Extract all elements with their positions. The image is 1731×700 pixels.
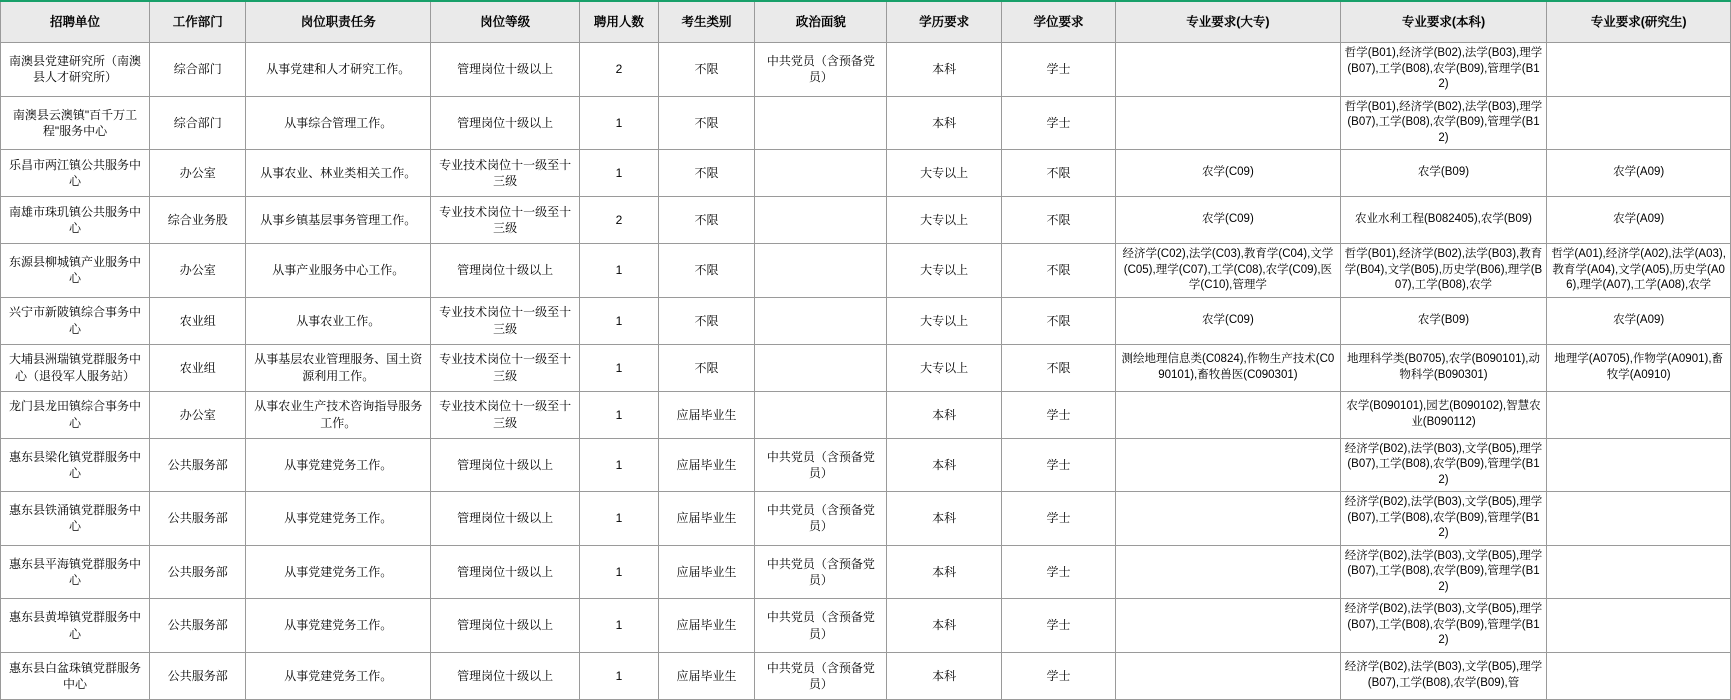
cell-post-level: 管理岗位十级以上 <box>431 244 580 298</box>
cell-political-status <box>755 197 887 244</box>
cell-department: 公共服务部 <box>149 545 246 599</box>
cell-degree: 学士 <box>1001 599 1115 653</box>
cell-major-bachelor: 地理科学类(B0705),农学(B090101),动物科学(B090301) <box>1340 344 1547 391</box>
cell-major-graduate: 农学(A09) <box>1547 197 1731 244</box>
cell-headcount: 2 <box>580 197 659 244</box>
cell-duties: 从事党建党务工作。 <box>246 545 431 599</box>
column-header-political-status: 政治面貌 <box>755 1 887 43</box>
cell-candidate-category: 应届毕业生 <box>658 492 755 546</box>
cell-major-college: 农学(C09) <box>1116 150 1341 197</box>
cell-recruiting-unit: 南澳县党建研究所（南澳县人才研究所） <box>1 43 150 97</box>
cell-education: 大专以上 <box>887 244 1001 298</box>
cell-major-bachelor: 农学(B09) <box>1340 150 1547 197</box>
table-row <box>1 96 1731 150</box>
cell-political-status <box>755 96 887 150</box>
table-row <box>1 492 1731 546</box>
cell-political-status: 中共党员（含预备党员） <box>755 43 887 97</box>
cell-degree: 不限 <box>1001 297 1115 344</box>
cell-major-college <box>1116 96 1341 150</box>
cell-duties: 从事党建党务工作。 <box>246 438 431 492</box>
cell-post-level: 管理岗位十级以上 <box>431 652 580 699</box>
column-header-post-level: 岗位等级 <box>431 1 580 43</box>
cell-major-college <box>1116 545 1341 599</box>
column-header-candidate-category: 考生类别 <box>658 1 755 43</box>
cell-major-college <box>1116 492 1341 546</box>
cell-political-status: 中共党员（含预备党员） <box>755 492 887 546</box>
cell-department: 办公室 <box>149 244 246 298</box>
cell-education: 大专以上 <box>887 150 1001 197</box>
cell-recruiting-unit: 东源县柳城镇产业服务中心 <box>1 244 150 298</box>
column-header-department: 工作部门 <box>149 1 246 43</box>
cell-duties: 从事党建党务工作。 <box>246 492 431 546</box>
cell-recruiting-unit: 南澳县云澳镇"百千万工程"服务中心 <box>1 96 150 150</box>
cell-major-college: 农学(C09) <box>1116 297 1341 344</box>
table-row <box>1 652 1731 699</box>
cell-major-graduate: 农学(A09) <box>1547 150 1731 197</box>
cell-department: 办公室 <box>149 150 246 197</box>
cell-department: 办公室 <box>149 391 246 438</box>
column-header-education: 学历要求 <box>887 1 1001 43</box>
table-row <box>1 438 1731 492</box>
cell-major-college <box>1116 599 1341 653</box>
cell-recruiting-unit: 乐昌市两江镇公共服务中心 <box>1 150 150 197</box>
cell-headcount: 1 <box>580 545 659 599</box>
table-body <box>1 43 1731 700</box>
cell-candidate-category: 应届毕业生 <box>658 545 755 599</box>
table-row <box>1 150 1731 197</box>
cell-degree: 不限 <box>1001 197 1115 244</box>
cell-duties: 从事产业服务中心工作。 <box>246 244 431 298</box>
cell-headcount: 1 <box>580 96 659 150</box>
cell-major-graduate <box>1547 43 1731 97</box>
cell-political-status <box>755 244 887 298</box>
cell-headcount: 2 <box>580 43 659 97</box>
cell-major-college: 测绘地理信息类(C0824),作物生产技术(C090101),畜牧兽医(C090301) <box>1116 344 1341 391</box>
cell-department: 综合部门 <box>149 43 246 97</box>
cell-major-college: 农学(C09) <box>1116 197 1341 244</box>
header-row <box>1 1 1731 43</box>
cell-major-college: 经济学(C02),法学(C03),教育学(C04),文学(C05),理学(C07),工学(C08),农学(C09),医学(C10),管理学 <box>1116 244 1341 298</box>
cell-major-graduate <box>1547 545 1731 599</box>
table-row <box>1 545 1731 599</box>
cell-major-college <box>1116 438 1341 492</box>
cell-major-bachelor: 哲学(B01),经济学(B02),法学(B03),教育学(B04),文学(B05),历史学(B06),理学(B07),工学(B08),农学 <box>1340 244 1547 298</box>
cell-duties: 从事综合管理工作。 <box>246 96 431 150</box>
cell-headcount: 1 <box>580 492 659 546</box>
cell-education: 本科 <box>887 545 1001 599</box>
cell-education: 本科 <box>887 599 1001 653</box>
cell-political-status: 中共党员（含预备党员） <box>755 652 887 699</box>
cell-major-graduate <box>1547 438 1731 492</box>
cell-political-status: 中共党员（含预备党员） <box>755 545 887 599</box>
cell-education: 本科 <box>887 96 1001 150</box>
table-row <box>1 244 1731 298</box>
cell-post-level: 管理岗位十级以上 <box>431 545 580 599</box>
cell-major-bachelor: 经济学(B02),法学(B03),文学(B05),理学(B07),工学(B08),农学(B09),管理学(B12) <box>1340 438 1547 492</box>
cell-recruiting-unit: 南雄市珠玑镇公共服务中心 <box>1 197 150 244</box>
cell-candidate-category: 不限 <box>658 43 755 97</box>
cell-recruiting-unit: 大埔县洲瑞镇党群服务中心（退役军人服务站） <box>1 344 150 391</box>
cell-post-level: 管理岗位十级以上 <box>431 492 580 546</box>
column-header-major-bachelor: 专业要求(本科) <box>1340 1 1547 43</box>
cell-education: 大专以上 <box>887 344 1001 391</box>
cell-duties: 从事党建党务工作。 <box>246 599 431 653</box>
cell-post-level: 专业技术岗位十一级至十三级 <box>431 391 580 438</box>
cell-degree: 学士 <box>1001 652 1115 699</box>
cell-major-graduate: 地理学(A0705),作物学(A0901),畜牧学(A0910) <box>1547 344 1731 391</box>
cell-duties: 从事农业生产技术咨询指导服务工作。 <box>246 391 431 438</box>
cell-duties: 从事农业、林业类相关工作。 <box>246 150 431 197</box>
cell-education: 本科 <box>887 492 1001 546</box>
cell-major-graduate: 哲学(A01),经济学(A02),法学(A03),教育学(A04),文学(A05),历史学(A06),理学(A07),工学(A08),农学 <box>1547 244 1731 298</box>
cell-headcount: 1 <box>580 391 659 438</box>
cell-education: 大专以上 <box>887 197 1001 244</box>
cell-education: 本科 <box>887 438 1001 492</box>
cell-department: 农业组 <box>149 297 246 344</box>
cell-post-level: 管理岗位十级以上 <box>431 599 580 653</box>
cell-candidate-category: 不限 <box>658 244 755 298</box>
cell-recruiting-unit: 惠东县黄埠镇党群服务中心 <box>1 599 150 653</box>
cell-major-graduate <box>1547 599 1731 653</box>
cell-education: 本科 <box>887 652 1001 699</box>
cell-post-level: 管理岗位十级以上 <box>431 43 580 97</box>
cell-post-level: 专业技术岗位十一级至十三级 <box>431 150 580 197</box>
cell-degree: 不限 <box>1001 244 1115 298</box>
cell-headcount: 1 <box>580 244 659 298</box>
cell-degree: 学士 <box>1001 391 1115 438</box>
cell-duties: 从事乡镇基层事务管理工作。 <box>246 197 431 244</box>
cell-recruiting-unit: 惠东县梁化镇党群服务中心 <box>1 438 150 492</box>
cell-post-level: 管理岗位十级以上 <box>431 438 580 492</box>
cell-headcount: 1 <box>580 438 659 492</box>
cell-duties: 从事党建党务工作。 <box>246 652 431 699</box>
cell-major-college <box>1116 652 1341 699</box>
cell-headcount: 1 <box>580 297 659 344</box>
table-row <box>1 197 1731 244</box>
cell-duties: 从事党建和人才研究工作。 <box>246 43 431 97</box>
cell-major-bachelor: 经济学(B02),法学(B03),文学(B05),理学(B07),工学(B08),农学(B09),管 <box>1340 652 1547 699</box>
cell-headcount: 1 <box>580 599 659 653</box>
cell-headcount: 1 <box>580 652 659 699</box>
column-header-major-college: 专业要求(大专) <box>1116 1 1341 43</box>
cell-post-level: 专业技术岗位十一级至十三级 <box>431 197 580 244</box>
cell-degree: 学士 <box>1001 545 1115 599</box>
cell-candidate-category: 应届毕业生 <box>658 599 755 653</box>
cell-major-bachelor: 哲学(B01),经济学(B02),法学(B03),理学(B07),工学(B08),农学(B09),管理学(B12) <box>1340 96 1547 150</box>
cell-department: 公共服务部 <box>149 438 246 492</box>
cell-major-graduate <box>1547 96 1731 150</box>
cell-candidate-category: 应届毕业生 <box>658 391 755 438</box>
cell-candidate-category: 应届毕业生 <box>658 652 755 699</box>
cell-major-graduate <box>1547 391 1731 438</box>
cell-headcount: 1 <box>580 150 659 197</box>
cell-major-bachelor: 农学(B090101),园艺(B090102),智慧农业(B090112) <box>1340 391 1547 438</box>
cell-candidate-category: 应届毕业生 <box>658 438 755 492</box>
cell-recruiting-unit: 惠东县白盆珠镇党群服务中心 <box>1 652 150 699</box>
cell-major-graduate: 农学(A09) <box>1547 297 1731 344</box>
column-header-headcount: 聘用人数 <box>580 1 659 43</box>
cell-major-college <box>1116 43 1341 97</box>
cell-political-status <box>755 150 887 197</box>
cell-degree: 不限 <box>1001 344 1115 391</box>
cell-major-bachelor: 农业水利工程(B082405),农学(B09) <box>1340 197 1547 244</box>
cell-department: 综合业务股 <box>149 197 246 244</box>
cell-major-graduate <box>1547 492 1731 546</box>
table-header <box>1 1 1731 43</box>
cell-candidate-category: 不限 <box>658 96 755 150</box>
cell-major-college <box>1116 391 1341 438</box>
cell-recruiting-unit: 兴宁市新陂镇综合事务中心 <box>1 297 150 344</box>
cell-major-bachelor: 经济学(B02),法学(B03),文学(B05),理学(B07),工学(B08),农学(B09),管理学(B12) <box>1340 545 1547 599</box>
column-header-recruiting-unit: 招聘单位 <box>1 1 150 43</box>
cell-candidate-category: 不限 <box>658 197 755 244</box>
column-header-duties: 岗位职责任务 <box>246 1 431 43</box>
cell-recruiting-unit: 惠东县铁涌镇党群服务中心 <box>1 492 150 546</box>
cell-major-bachelor: 哲学(B01),经济学(B02),法学(B03),理学(B07),工学(B08),农学(B09),管理学(B12) <box>1340 43 1547 97</box>
cell-degree: 学士 <box>1001 438 1115 492</box>
cell-major-bachelor: 农学(B09) <box>1340 297 1547 344</box>
cell-department: 农业组 <box>149 344 246 391</box>
cell-department: 公共服务部 <box>149 492 246 546</box>
cell-duties: 从事农业工作。 <box>246 297 431 344</box>
cell-political-status <box>755 344 887 391</box>
column-header-major-graduate: 专业要求(研究生) <box>1547 1 1731 43</box>
cell-political-status: 中共党员（含预备党员） <box>755 599 887 653</box>
cell-major-bachelor: 经济学(B02),法学(B03),文学(B05),理学(B07),工学(B08),农学(B09),管理学(B12) <box>1340 492 1547 546</box>
cell-post-level: 专业技术岗位十一级至十三级 <box>431 297 580 344</box>
cell-candidate-category: 不限 <box>658 150 755 197</box>
cell-degree: 学士 <box>1001 43 1115 97</box>
cell-political-status: 中共党员（含预备党员） <box>755 438 887 492</box>
cell-education: 本科 <box>887 43 1001 97</box>
cell-headcount: 1 <box>580 344 659 391</box>
table-row <box>1 43 1731 97</box>
cell-candidate-category: 不限 <box>658 344 755 391</box>
cell-duties: 从事基层农业管理服务、国土资源利用工作。 <box>246 344 431 391</box>
cell-education: 大专以上 <box>887 297 1001 344</box>
cell-post-level: 专业技术岗位十一级至十三级 <box>431 344 580 391</box>
table-row <box>1 344 1731 391</box>
cell-department: 综合部门 <box>149 96 246 150</box>
cell-major-graduate <box>1547 652 1731 699</box>
cell-degree: 不限 <box>1001 150 1115 197</box>
table-row <box>1 599 1731 653</box>
cell-department: 公共服务部 <box>149 599 246 653</box>
table-row <box>1 297 1731 344</box>
cell-recruiting-unit: 龙门县龙田镇综合事务中心 <box>1 391 150 438</box>
column-header-degree: 学位要求 <box>1001 1 1115 43</box>
cell-recruiting-unit: 惠东县平海镇党群服务中心 <box>1 545 150 599</box>
cell-department: 公共服务部 <box>149 652 246 699</box>
cell-candidate-category: 不限 <box>658 297 755 344</box>
table-row <box>1 391 1731 438</box>
cell-major-bachelor: 经济学(B02),法学(B03),文学(B05),理学(B07),工学(B08),农学(B09),管理学(B12) <box>1340 599 1547 653</box>
cell-post-level: 管理岗位十级以上 <box>431 96 580 150</box>
cell-political-status <box>755 297 887 344</box>
cell-education: 本科 <box>887 391 1001 438</box>
cell-political-status <box>755 391 887 438</box>
cell-degree: 学士 <box>1001 492 1115 546</box>
cell-degree: 学士 <box>1001 96 1115 150</box>
